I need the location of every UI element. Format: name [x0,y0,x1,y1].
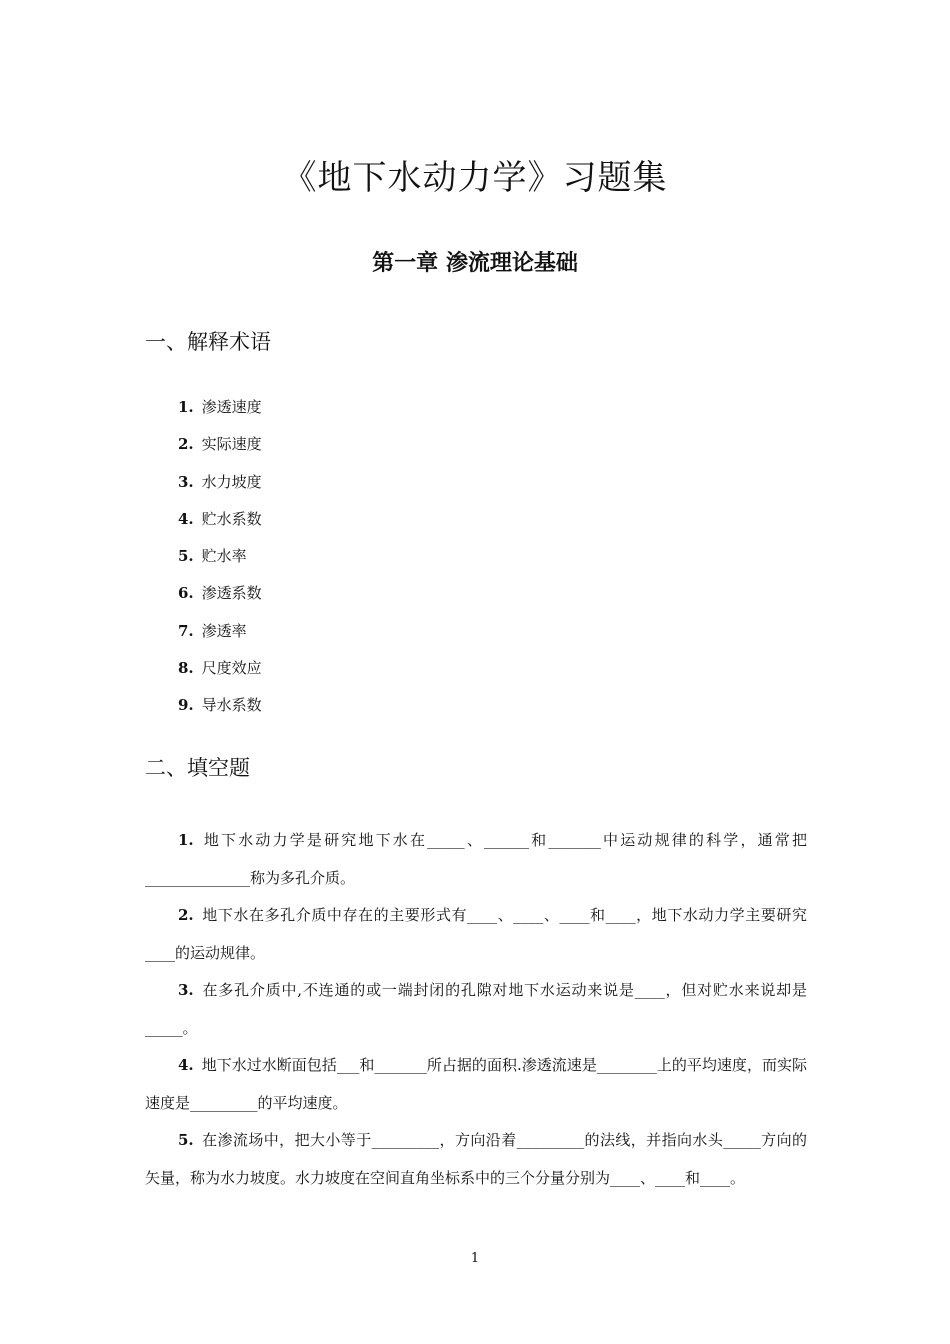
question-number: 5. [178,1131,194,1149]
question-text: 在多孔介质中,不连通的或一端封闭的孔隙对地下水运动来说是____，但对贮水来说却是_____。 [145,981,807,1037]
item-text: 渗透率 [201,621,247,640]
item-number: 4. [178,509,194,528]
list-item [178,694,262,731]
question-item [145,1047,807,1122]
item-number: 6. [178,584,194,603]
list-item [178,396,262,433]
question-text: 在渗流场中，把大小等于_________，方向沿着_________的法线，并指向水头_____方向的矢量，称为水力坡度。水力坡度在空间直角坐标系中的三个分量分别为____、____和____。 [145,1131,807,1187]
term-list [178,396,262,732]
item-number: 8. [178,659,194,678]
section-heading-terms: 一、解释术语 [145,330,271,354]
item-number: 1. [178,398,194,416]
question-list [145,822,807,1197]
list-item [178,545,262,582]
question-item [145,897,807,972]
item-text: 水力坡度 [201,472,262,491]
list-item [178,620,262,657]
item-number: 2. [178,435,194,454]
item-number: 5. [178,547,194,566]
question-number: 3. [178,981,194,999]
item-number: 3. [178,472,194,491]
item-text: 实际速度 [201,435,262,454]
item-text: 渗透系数 [201,584,262,603]
item-number: 7. [178,621,194,640]
item-text: 贮水系数 [201,509,262,528]
question-number: 4. [178,1056,194,1074]
question-number: 2. [178,906,194,924]
question-text: 地下水过水断面包括___和_______所占据的面积.渗透流速是________上的平均速度，而实际速度是_________的平均速度。 [145,1056,807,1112]
item-text: 导水系数 [201,696,262,715]
question-item [145,822,807,897]
question-item [145,972,807,1047]
item-number: 9. [178,696,194,715]
list-item [178,433,262,470]
page-number: 1 [470,1251,480,1266]
chapter-title: 第一章 渗流理论基础 [372,251,578,276]
item-text: 尺度效应 [201,659,262,678]
question-text: 地下水动力学是研究地下水在_____、______和_______中运动规律的科学，通常把______________称为多孔介质。 [145,831,807,887]
list-item [178,508,262,545]
item-text: 贮水率 [201,547,247,566]
list-item [178,471,262,508]
list-item [178,657,262,694]
document-title: 《地下水动力学》习题集 [282,158,668,198]
list-item [178,582,262,619]
section-heading-fill-in: 二、填空题 [145,756,250,780]
question-text: 地下水在多孔介质中存在的主要形式有____、____、____和____，地下水动力学主要研究____的运动规律。 [145,906,807,962]
question-number: 1. [178,831,194,849]
question-item [145,1122,807,1197]
item-text: 渗透速度 [201,398,262,416]
